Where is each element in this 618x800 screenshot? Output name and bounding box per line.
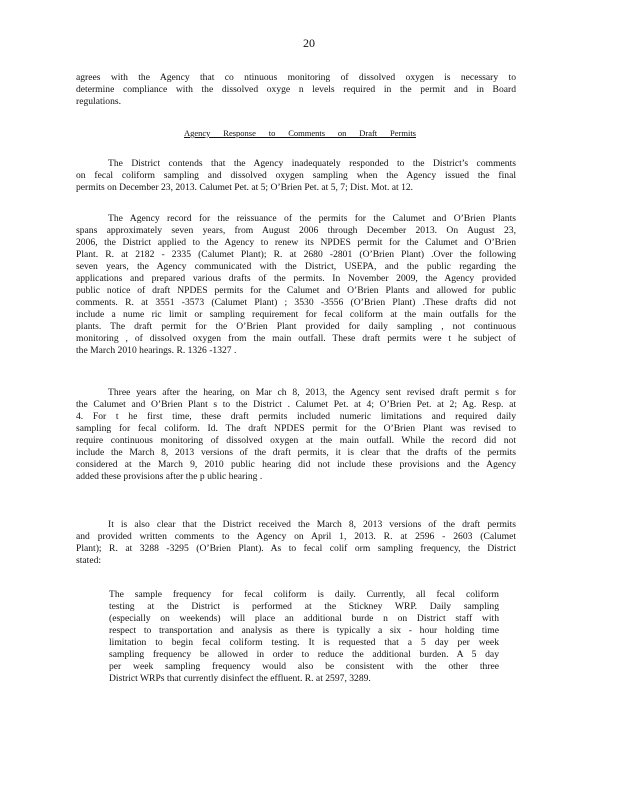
- page-number: 20: [303, 36, 315, 50]
- p3-line: the Calumet and O’Brien Plant s to the District . Calumet Pet. at 4; O’Brien Pet. at 2; Ag. Resp. at: [76, 399, 516, 410]
- quote-line: The sample frequency for fecal coliform is daily. Currently, all fecal coliform: [109, 589, 499, 600]
- p2-line: monitoring , of dissolved oxygen from the main outfall. These draft permits were t he subject of: [76, 333, 516, 344]
- p3-line: 4. For t he first time, these draft permits included numeric limitations and required daily: [76, 411, 516, 422]
- p2-line: comments. R. at 3551 -3573 (Calumet Plant) ; 3530 -3556 (O’Brien Plant) .These drafts did not: [76, 297, 516, 308]
- p3-line: added these provisions after the p ublic hearing .: [76, 471, 263, 482]
- p2-line: The Agency record for the reissuance of the permits for the Calumet and O’Brien Plants: [108, 213, 516, 224]
- p2-line: seven years, the Agency communicated with the District, USEPA, and the public regarding the: [76, 261, 516, 272]
- quote-line: (especially on weekends) will place an additional burde n on District staff with: [109, 613, 499, 624]
- p4-line: It is also clear that the District received the March 8, 2013 versions of the draft permits: [108, 519, 516, 530]
- quote-line: respect to transportation and analysis as there is typically a six - hour holding time: [109, 625, 499, 636]
- p0-line: regulations.: [76, 96, 122, 107]
- p2-line: plants. The draft permit for the O’Brien Plant provided for daily sampling , not continuous: [76, 321, 516, 332]
- p3-line: sampling for fecal coliform. Id. The draft NPDES permit for the O’Brien Plant was revised to: [76, 423, 516, 434]
- p2-line: applications and prepared various drafts of the permits. In November 2009, the Agency provided: [76, 273, 516, 284]
- p0-line: agrees with the Agency that co ntinuous monitoring of dissolved oxygen is necessary to: [76, 72, 516, 83]
- quote-line: limitation to begin fecal coliform testing. It is requested that a 5 day per week: [109, 637, 499, 648]
- p2-line: include a nume ric limit or sampling requirement for fecal coliform at the main outfalls for the: [76, 309, 516, 320]
- p2-line: public notice of draft NPDES permits for the Calumet and O’Brien Plants and allowed for public: [76, 285, 516, 296]
- quote-line: per week sampling frequency would also be consistent with the other three: [109, 661, 499, 672]
- p0-line: determine compliance with the dissolved oxyge n levels required in the permit and in Board: [76, 84, 516, 95]
- p2-line: 2006, the District applied to the Agency to renew its NPDES permit for the Calumet and O’Brien: [76, 237, 516, 248]
- quote-line: sampling frequency be allowed in order to reduce the additional burden. A 5 day: [109, 649, 499, 660]
- p2-line: Plant. R. at 2182 - 2335 (Calumet Plant); R. at 2680 -2801 (O’Brien Plant) .Over the following: [76, 249, 516, 260]
- quote-line: District WRPs that currently disinfect the effluent. R. at 2597, 3289.: [109, 673, 371, 684]
- section-heading: Agency Response to Comments on Draft Permits: [184, 128, 416, 138]
- p3-line: Three years after the hearing, on Mar ch 8, 2013, the Agency sent revised draft permit s for: [108, 387, 516, 398]
- p3-line: include the March 8, 2013 versions of the draft permits, it is clear that the drafts of the permits: [76, 447, 516, 458]
- p1-line: The District contends that the Agency inadequately responded to the District’s comments: [108, 158, 516, 169]
- p3-line: considered at the March 9, 2010 public hearing did not include these provisions and the Agency: [76, 459, 516, 470]
- p4-line: stated:: [76, 555, 102, 566]
- quote-line: testing at the District is performed at the Stickney WRP. Daily sampling: [109, 601, 499, 612]
- p4-line: and provided written comments to the Agency on April 1, 2013. R. at 2596 - 2603 (Calumet: [76, 531, 516, 542]
- p2-line: spans approximately seven years, from August 2006 through December 2013. On August 23,: [76, 225, 516, 236]
- p1-line: permits on December 23, 2013. Calumet Pet. at 5; O’Brien Pet. at 5, 7; Dist. Mot. at 12.: [76, 182, 414, 193]
- p3-line: require continuous monitoring of dissolved oxygen at the main outfall. While the record did not: [76, 435, 516, 446]
- p2-line: the March 2010 hearings. R. 1326 -1327 .: [76, 345, 237, 356]
- p4-line: Plant); R. at 3288 -3295 (O’Brien Plant). As to fecal colif orm sampling frequency, the District: [76, 543, 516, 554]
- p1-line: on fecal coliform sampling and dissolved oxygen sampling when the Agency issued the final: [76, 170, 516, 181]
